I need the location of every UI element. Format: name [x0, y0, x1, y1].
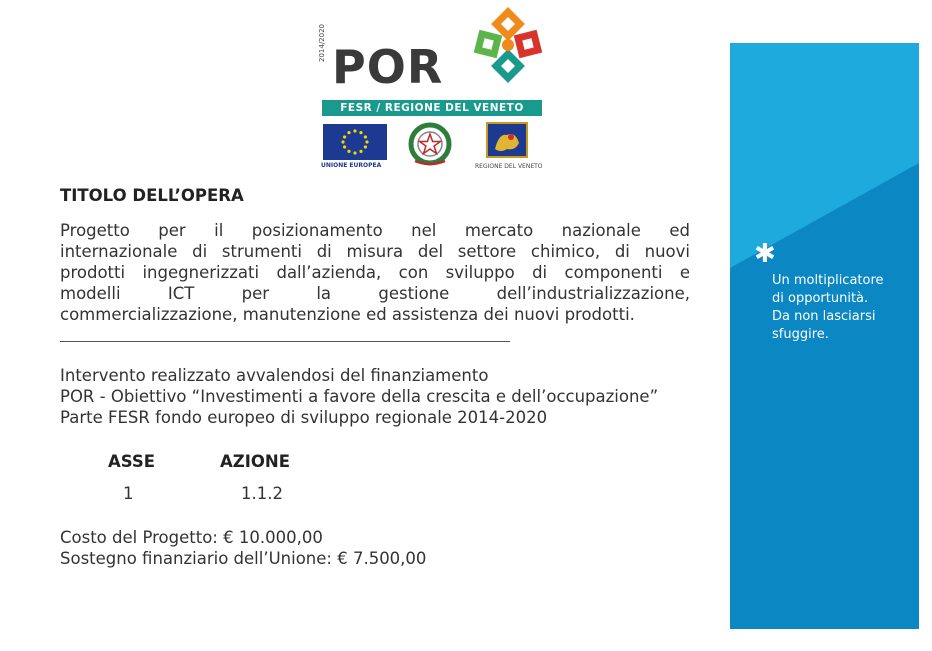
funding-line: POR - Obiettivo “Investimenti a favore della crescita e dell’occupazione” [60, 387, 659, 406]
por-fesr-logo [318, 4, 548, 174]
funding-info [60, 365, 658, 428]
project-description [60, 220, 690, 325]
side-banner [730, 43, 919, 629]
description-line: commercializzazione, manutenzione ed assistenza dei nuovi prodotti. [60, 305, 635, 324]
slogan-line: Un moltiplicatore [772, 273, 884, 288]
page-title: TITOLO DELL’OPERA [60, 186, 244, 205]
funding-line: Intervento realizzato avvalendosi del finanziamento [60, 366, 489, 385]
por-star-icon [468, 4, 548, 84]
costs-block [60, 527, 426, 569]
description-line: Progetto per il posizionamento nel mercato nazionale ed [60, 221, 690, 240]
eu-flag-icon [323, 124, 387, 160]
logo-years: 2014/2020 [318, 24, 326, 62]
description-line: internazionale di strumenti di misura del settore chimico, di nuovi [60, 242, 690, 261]
project-cost: Costo del Progetto: € 10.000,00 [60, 528, 323, 547]
table-header-azione: AZIONE [220, 452, 290, 471]
slogan-line: sfuggire. [772, 327, 829, 342]
funding-line: Parte FESR fondo europeo di sviluppo regionale 2014-2020 [60, 408, 548, 427]
table-cell-asse: 1 [123, 484, 134, 503]
italian-republic-emblem-icon [407, 121, 453, 167]
table-cell-azione: 1.1.2 [241, 484, 283, 503]
eu-label: UNIONE EUROPEA [321, 162, 382, 169]
divider [60, 341, 510, 342]
logo-banner: FESR / REGIONE DEL VENETO [322, 100, 542, 116]
banner-slogan [772, 272, 912, 344]
description-line: modelli ICT per la gestione dell’industrializzazione, [60, 284, 690, 303]
slogan-line: Da non lasciarsi [772, 309, 876, 324]
logo-por-text: POR [332, 40, 444, 94]
slogan-line: di opportunità. [772, 291, 869, 306]
eu-support: Sostegno finanziario dell’Unione: € 7.500,00 [60, 549, 427, 568]
description-line: prodotti ingegnerizzati dall’azienda, con sviluppo di componenti e [60, 263, 690, 282]
table-header-asse: ASSE [108, 452, 156, 471]
veneto-label: REGIONE DEL VENETO [475, 163, 543, 170]
asterisk-icon: ✱ [754, 239, 776, 269]
regione-veneto-lion-icon [485, 121, 529, 161]
